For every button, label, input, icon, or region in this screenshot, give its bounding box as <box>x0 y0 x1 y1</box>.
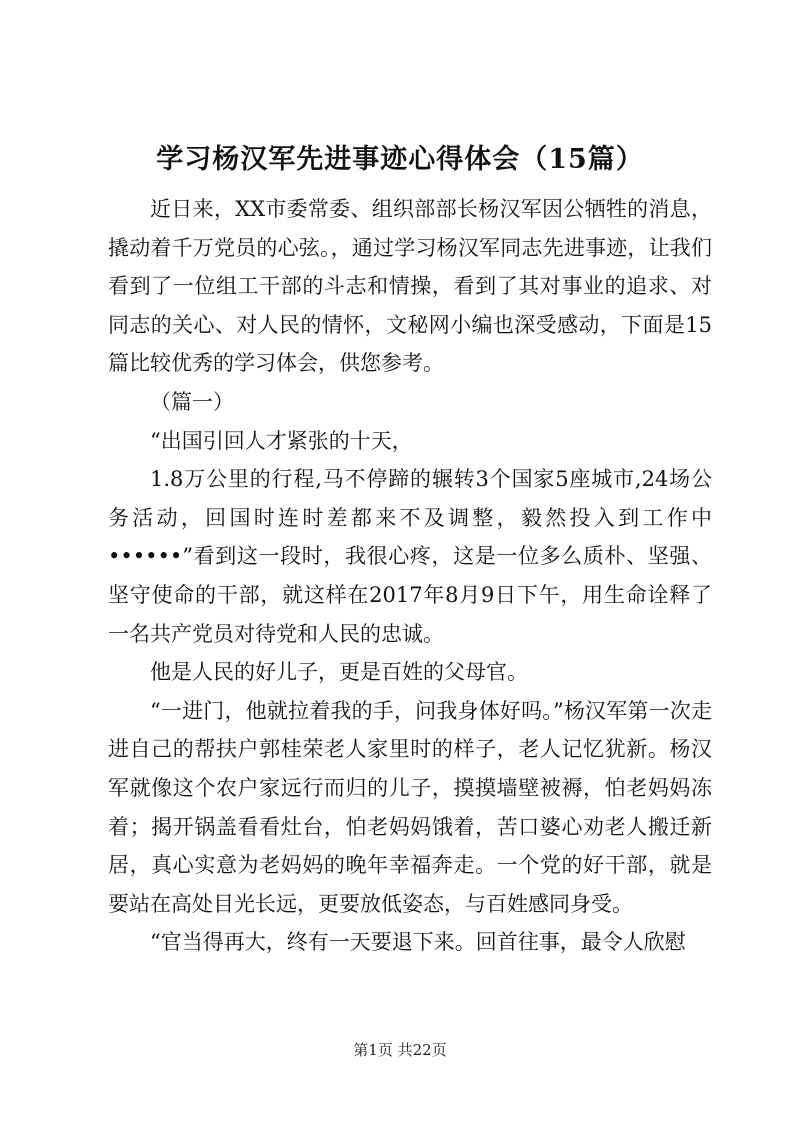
paragraph-section-heading: （篇一） <box>150 389 234 414</box>
document-body <box>108 190 712 962</box>
page-footer: 第1页 共22页 <box>353 1041 447 1059</box>
paragraph-visit: “一进门，他就拉着我的手，问我身体好吗。”杨汉军第一次走进自己的帮扶户郭桂荣老人家里时的样子，老人记忆犹新。杨汉军就像这个农户家远行而归的儿子，摸摸墙壁被褥，怕老妈妈冻着；揭开锅盖看看灶台，怕老妈妈饿着，苦口婆心劝老人搬迁新居，真心实意为老妈妈的晚年幸福奔走。一个党的好干部，就是要站在高处目光长远，更要放低姿态，与百姓感同身受。 <box>108 698 712 916</box>
paragraph-quote-start: “出国引回人才紧张的十天， <box>150 428 413 453</box>
paragraph-official: “官当得再大，终有一天要退下来。回首往事，最令人欣慰 <box>150 930 686 955</box>
paragraph-good-son: 他是人民的好儿子，更是百姓的父母官。 <box>150 660 528 685</box>
paragraph-intro: 近日来，XX市委常委、组织部部长杨汉军因公牺牲的消息，撬动着千万党员的心弦。，通过学习杨汉军同志先进事迹，让我们看到了一位组工干部的斗志和情操，看到了其对事业的追求、对同志的关心、对人民的情怀，文秘网小编也深受感动，下面是15篇比较优秀的学习体会，供您参考。 <box>108 197 712 376</box>
document-title: 学习杨汉军先进事迹心得体会（15篇） <box>156 144 644 175</box>
paragraph-journey: 1.8万公里的行程,马不停蹄的辗转3个国家5座城市,24场公务活动，回国时连时差都来不及调整，毅然投入到工作中••••••”看到这一段时，我很心疼，这是一位多么质朴、坚强、坚守使命的干部，就这样在2017年8月9日下午，用生命诠释了一名共产党员对待党和人民的忠诚。 <box>108 467 712 646</box>
